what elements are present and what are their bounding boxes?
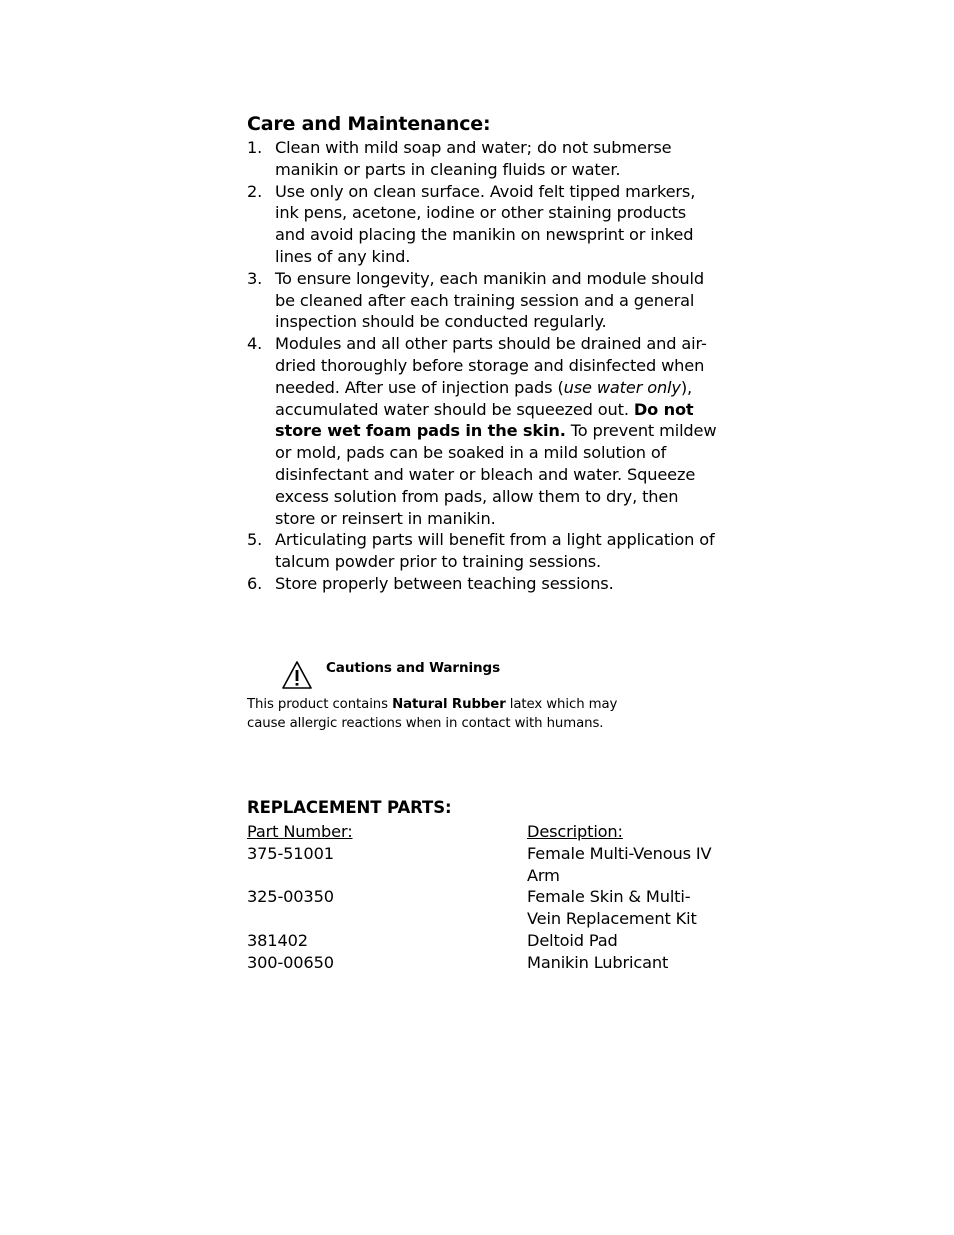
warning-triangle-icon: [281, 660, 313, 690]
table-header: [247, 821, 727, 843]
list-item: [247, 268, 717, 333]
list-item: [247, 333, 717, 529]
item-text-italic: use water only: [563, 377, 681, 397]
warnings-text-part: latex which may cause allergic reactions when in contact with humans.: [247, 697, 618, 731]
item-text: Articulating parts will benefit from a light application of talcum powder prior to training sessions.: [275, 530, 715, 572]
parts-table: [247, 821, 727, 974]
list-item: [247, 573, 717, 595]
part-number: 325-00350: [247, 887, 334, 907]
care-heading: Care and Maintenance:: [247, 113, 491, 135]
table-row: [247, 952, 727, 974]
part-description: Female Skin & Multi-Vein Replacement Kit: [527, 887, 697, 929]
part-number: 375-51001: [247, 843, 334, 863]
item-number: 2.: [247, 181, 263, 201]
warnings-text-bold: Natural Rubber: [392, 697, 506, 712]
care-list: [247, 137, 717, 595]
part-description: Manikin Lubricant: [527, 952, 669, 972]
item-text: Clean with mild soap and water; do not submerse manikin or parts in cleaning fluids or water.: [275, 138, 672, 179]
list-item: [247, 137, 717, 181]
item-number: 1.: [247, 138, 263, 157]
warnings-title: Cautions and Warnings: [326, 660, 501, 676]
list-item: [247, 529, 717, 573]
parts-heading: REPLACEMENT PARTS:: [247, 798, 452, 817]
item-text-part: Modules and all other parts should be drained and air-dried thoroughly before storage and disinfected when needed. After use of injection pads (: [275, 334, 707, 397]
item-text: [275, 333, 717, 529]
item-text-part: ), accumulated water should be squeezed out.: [275, 377, 693, 419]
item-text: Store properly between teaching sessions.: [275, 573, 614, 593]
part-description: Female Multi-Venous IV Arm: [527, 843, 712, 885]
item-text-bold: Do not store wet foam pads in the skin.: [275, 399, 694, 441]
item-number: 3.: [247, 268, 263, 288]
item-number: 6.: [247, 573, 263, 593]
table-row: [247, 930, 727, 952]
part-number: 381402: [247, 930, 308, 950]
part-description: Deltoid Pad: [527, 930, 618, 950]
warnings-text: [247, 696, 647, 733]
table-row: [247, 886, 727, 930]
item-text: Use only on clean surface. Avoid felt tipped markers, ink pens, acetone, iodine or other staining products and avoid placing the manikin on newsprint or inked lines of any kind.: [275, 181, 696, 266]
item-text: To ensure longevity, each manikin and module should be cleaned after each training session and a general inspection should be conducted regularly.: [275, 268, 704, 332]
table-row: [247, 843, 727, 887]
warnings-text-part: This product contains: [247, 697, 393, 712]
column-header-part-number: Part Number:: [247, 822, 353, 841]
list-item: [247, 181, 717, 268]
item-number: 4.: [247, 334, 263, 354]
item-number: 5.: [247, 530, 263, 550]
column-header-description: Description:: [527, 822, 623, 841]
item-text-part: To prevent mildew or mold, pads can be soaked in a mild solution of disinfectant and water or bleach and water. Squeeze excess solution from pads, allow them to dry, then store or reinsert in manikin.: [275, 421, 717, 528]
part-number: 300-00650: [247, 952, 334, 972]
